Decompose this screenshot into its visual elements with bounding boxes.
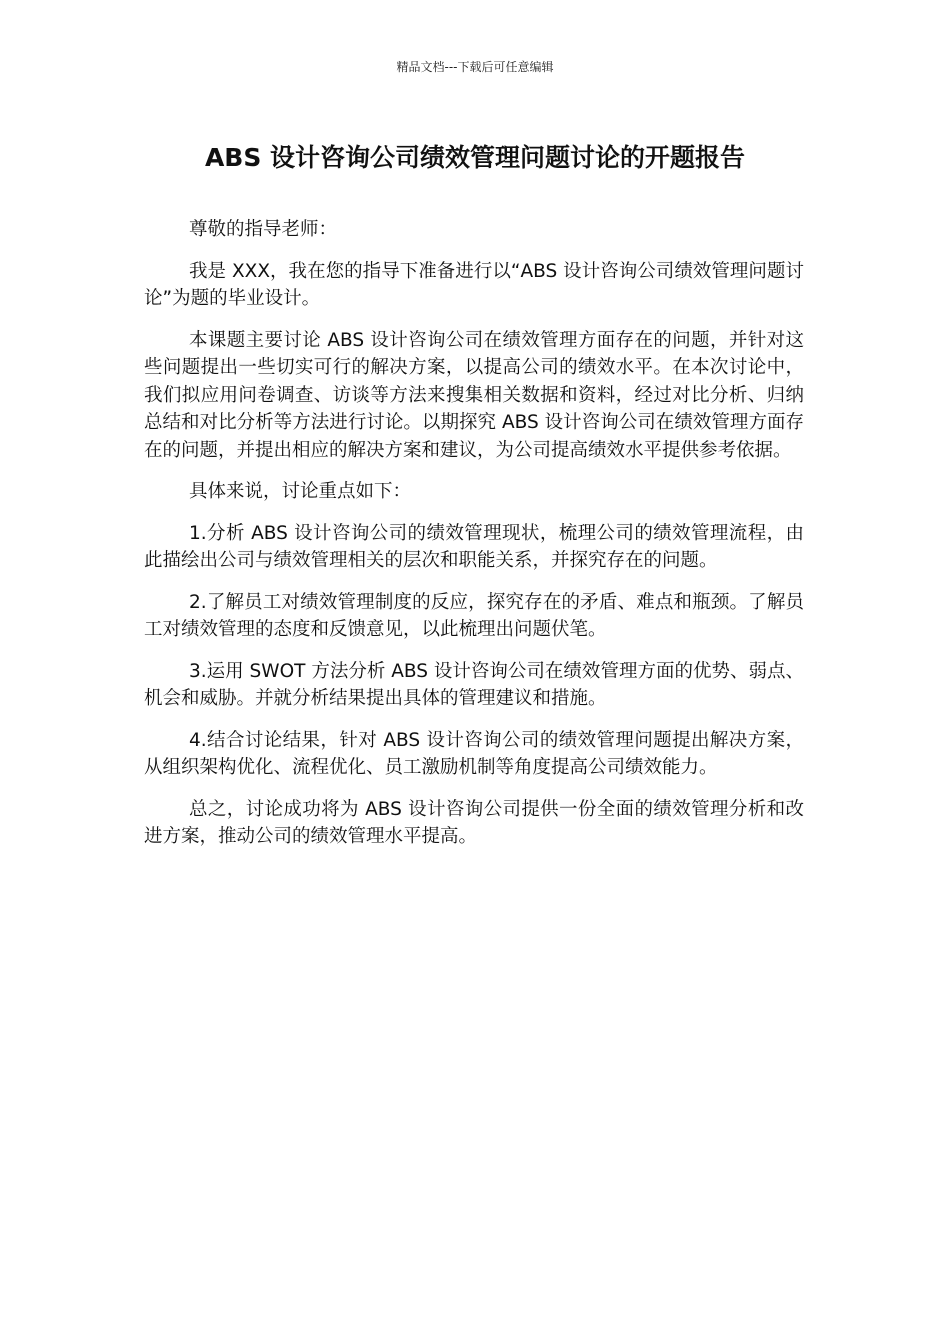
- focus-item-1: 1.分析 ABS 设计咨询公司的绩效管理现状，梳理公司的绩效管理流程，由此描绘出公司与绩效管理相关的层次和职能关系，并探究存在的问题。: [144, 522, 804, 571]
- document-body: [144, 216, 804, 865]
- header-note: 精品文档---下载后可任意编辑: [396, 60, 554, 74]
- focus-item-2: 2.了解员工对绩效管理制度的反应，探究存在的矛盾、难点和瓶颈。了解员工对绩效管理的态度和反馈意见，以此梳理出问题伏笔。: [144, 591, 804, 640]
- focus-item-4: 4.结合讨论结果，针对 ABS 设计咨询公司的绩效管理问题提出解决方案，从组织架构优化、流程优化、员工激励机制等角度提高公司绩效能力。: [144, 729, 804, 778]
- focus-intro-paragraph: 具体来说，讨论重点如下：: [189, 481, 412, 502]
- intro-paragraph: 我是 XXX，我在您的指导下准备进行以“ABS 设计咨询公司绩效管理问题讨论”为题的毕业设计。: [144, 260, 804, 309]
- topic-paragraph: 本课题主要讨论 ABS 设计咨询公司在绩效管理方面存在的问题，并针对这些问题提出一些切实可行的解决方案，以提高公司的绩效水平。在本次讨论中，我们拟应用问卷调查、访谈等方法来搜集相关数据和资料，经过对比分析、归纳总结和对比分析等方法进行讨论。以期探究 ABS 设计咨询公司在绩效管理方面存在的问题，并提出相应的解决方案和建议，为公司提高绩效水平提供参考依据。: [144, 329, 804, 461]
- conclusion-paragraph: 总之，讨论成功将为 ABS 设计咨询公司提供一份全面的绩效管理分析和改进方案，推动公司的绩效管理水平提高。: [144, 798, 804, 847]
- salutation-paragraph: 尊敬的指导老师：: [189, 219, 338, 240]
- focus-item-3: 3.运用 SWOT 方法分析 ABS 设计咨询公司在绩效管理方面的优势、弱点、机会和威胁。并就分析结果提出具体的管理建议和措施。: [144, 660, 804, 709]
- document-title: ABS 设计咨询公司绩效管理问题讨论的开题报告: [204, 143, 746, 172]
